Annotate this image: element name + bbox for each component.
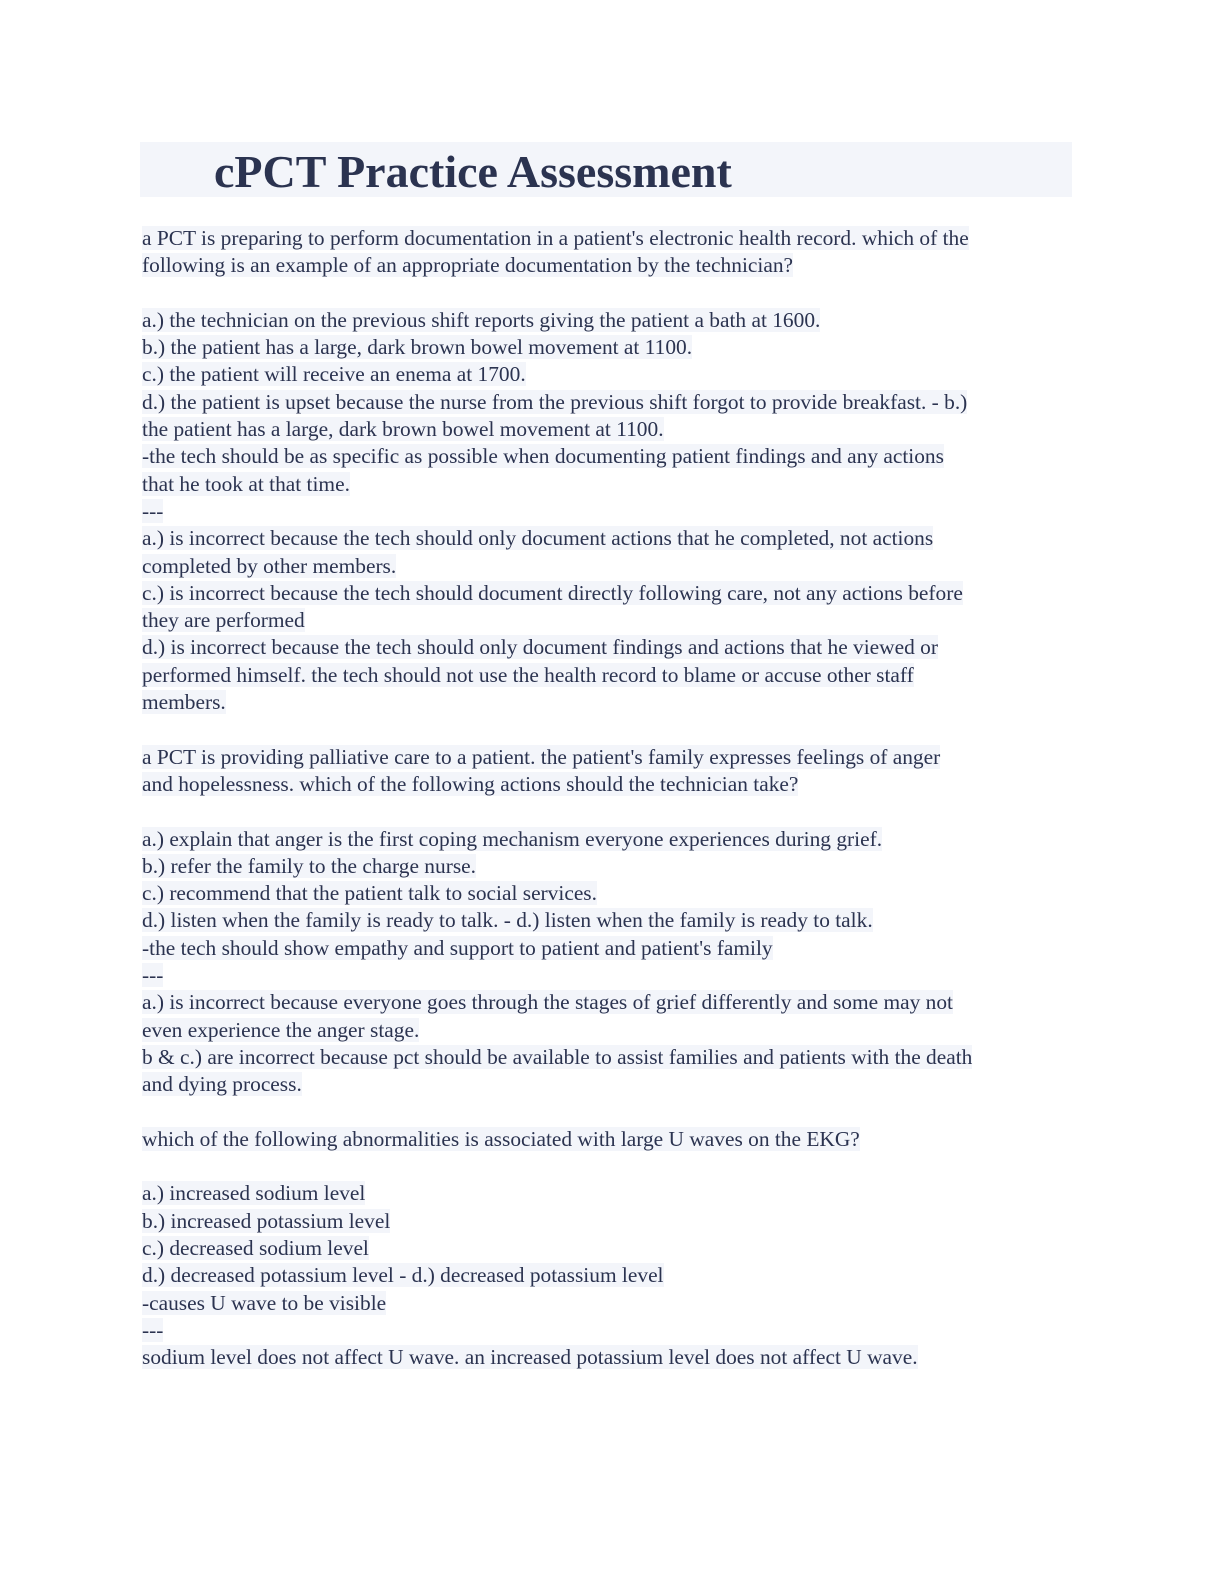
text-line xyxy=(142,1017,1077,1044)
text-line xyxy=(142,580,1077,607)
text-line-content: --- xyxy=(142,1317,164,1342)
text-line-content: b.) refer the family to the charge nurse. xyxy=(142,853,476,878)
text-line-content: d.) the patient is upset because the nurse from the previous shift forgot to provide breakfast. - b.) xyxy=(142,389,968,414)
text-line xyxy=(142,689,1077,716)
text-line xyxy=(142,1235,1077,1262)
text-line xyxy=(142,1180,1077,1207)
blank-line xyxy=(142,1153,1077,1180)
text-line xyxy=(142,935,1077,962)
text-line-content: members. xyxy=(142,690,226,715)
text-line xyxy=(142,771,1077,798)
text-line xyxy=(142,443,1077,470)
text-line-content: --- xyxy=(142,963,164,988)
text-line-content: sodium level does not affect U wave. an increased potassium level does not affect U wave. xyxy=(142,1345,918,1370)
text-line-content: c.) decreased sodium level xyxy=(142,1235,369,1260)
text-line xyxy=(142,1071,1077,1098)
text-line-content: a.) increased sodium level xyxy=(142,1181,366,1206)
text-line-content: the patient has a large, dark brown bowel movement at 1100. xyxy=(142,417,664,442)
text-line xyxy=(142,252,1077,279)
text-line xyxy=(142,880,1077,907)
text-line xyxy=(142,525,1077,552)
text-line-content: completed by other members. xyxy=(142,553,397,578)
text-line xyxy=(142,853,1077,880)
text-line xyxy=(142,634,1077,661)
text-line-content: d.) listen when the family is ready to talk. - d.) listen when the family is ready to talk. xyxy=(142,908,873,933)
text-line xyxy=(142,1208,1077,1235)
text-line-content: -causes U wave to be visible xyxy=(142,1290,387,1315)
text-line-content: b & c.) are incorrect because pct should be available to assist families and patients with the death xyxy=(142,1044,973,1069)
question-separator xyxy=(142,716,1077,743)
text-line xyxy=(142,361,1077,388)
text-line-content: they are performed xyxy=(142,608,305,633)
text-line xyxy=(142,962,1077,989)
text-line-content: b.) increased potassium level xyxy=(142,1208,391,1233)
text-line-content: a PCT is providing palliative care to a patient. the patient's family expresses feelings of anger xyxy=(142,744,941,769)
text-line-content: -the tech should be as specific as possible when documenting patient findings and any actions xyxy=(142,444,944,469)
text-line xyxy=(142,1344,1077,1371)
text-line-content: a.) is incorrect because everyone goes through the stages of grief differently and some may not xyxy=(142,990,953,1015)
question-block xyxy=(142,744,1077,1099)
question-separator xyxy=(142,1099,1077,1126)
text-line-content: d.) decreased potassium level - d.) decreased potassium level xyxy=(142,1263,664,1288)
text-line xyxy=(142,1044,1077,1071)
text-line xyxy=(142,1262,1077,1289)
text-line-content: c.) recommend that the patient talk to social services. xyxy=(142,881,597,906)
text-line xyxy=(142,607,1077,634)
document-body xyxy=(142,225,1077,1371)
text-line-content: a.) the technician on the previous shift reports giving the patient a bath at 1600. xyxy=(142,307,821,332)
text-line-content: b.) the patient has a large, dark brown bowel movement at 1100. xyxy=(142,335,693,360)
text-line-content: that he took at that time. xyxy=(142,471,350,496)
text-line-content: a.) explain that anger is the first coping mechanism everyone experiences during grief. xyxy=(142,826,883,851)
text-line xyxy=(142,389,1077,416)
question-block xyxy=(142,1126,1077,1372)
text-line xyxy=(142,1317,1077,1344)
text-line-content: and hopelessness. which of the following actions should the technician take? xyxy=(142,771,799,796)
text-line-content: d.) is incorrect because the tech should only document findings and actions that he viewed or xyxy=(142,635,938,660)
text-line-content: a.) is incorrect because the tech should only document actions that he completed, not actions xyxy=(142,526,934,551)
text-line xyxy=(142,1126,1077,1153)
text-line-content: c.) is incorrect because the tech should document directly following care, not any actions before xyxy=(142,580,963,605)
page-title: cPCT Practice Assessment xyxy=(214,146,732,197)
text-line xyxy=(142,662,1077,689)
text-line-content: -the tech should show empathy and support to patient and patient's family xyxy=(142,935,773,960)
text-line xyxy=(142,744,1077,771)
text-line xyxy=(142,471,1077,498)
text-line-content: performed himself. the tech should not use the health record to blame or accuse other staff xyxy=(142,662,914,687)
title-banner xyxy=(140,142,1072,197)
text-line xyxy=(142,225,1077,252)
text-line-content: c.) the patient will receive an enema at 1700. xyxy=(142,362,526,387)
text-line-content: even experience the anger stage. xyxy=(142,1017,420,1042)
text-line-content: which of the following abnormalities is associated with large U waves on the EKG? xyxy=(142,1126,860,1151)
text-line-content: and dying process. xyxy=(142,1072,302,1097)
text-line xyxy=(142,307,1077,334)
blank-line xyxy=(142,798,1077,825)
text-line xyxy=(142,553,1077,580)
text-line xyxy=(142,1290,1077,1317)
text-line-content: a PCT is preparing to perform documentation in a patient's electronic health record. which of the xyxy=(142,226,969,250)
question-block xyxy=(142,225,1077,716)
text-line xyxy=(142,826,1077,853)
text-line-content: following is an example of an appropriate documentation by the technician? xyxy=(142,253,794,278)
text-line xyxy=(142,989,1077,1016)
text-line xyxy=(142,907,1077,934)
text-line xyxy=(142,416,1077,443)
question-list xyxy=(142,225,1077,1371)
blank-line xyxy=(142,280,1077,307)
text-line-content: --- xyxy=(142,498,164,523)
text-line xyxy=(142,498,1077,525)
text-line xyxy=(142,334,1077,361)
